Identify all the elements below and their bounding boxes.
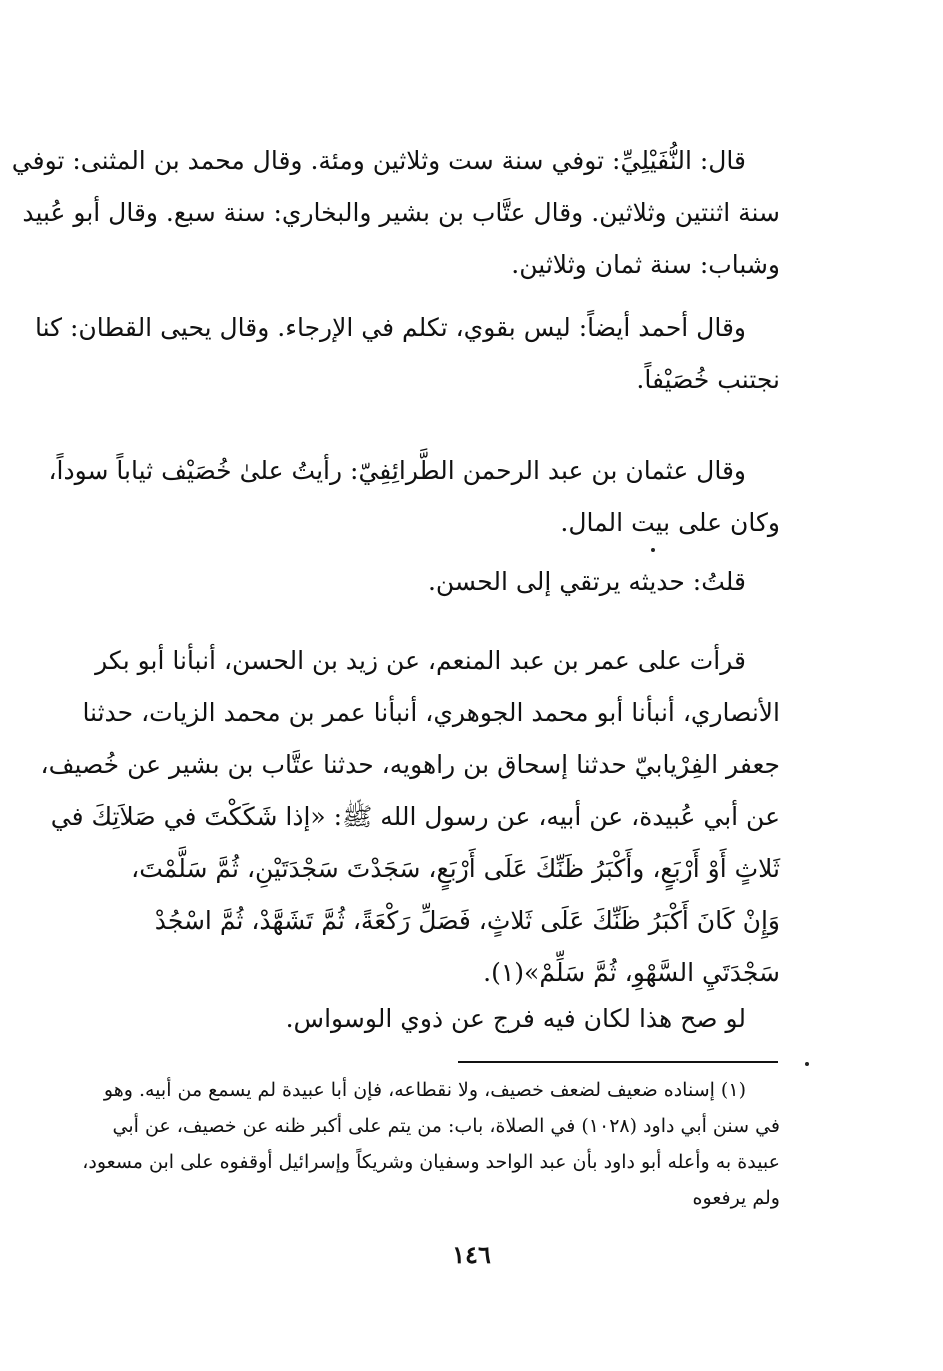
text-line: ثَلاثٍ أَوْ أَرْبَعٍ، وأَكْبَرُ ظَنِّكَ عَلَى أَرْبَعٍ، سَجَدْتَ سَجْدَتَيْنِ، ثُمَّ سَلَّمْتَ، [131,854,780,883]
text-line: الأنصاري، أنبأنا أبو محمد الجوهري، أنبأنا عمر بن محمد الزيات، حدثنا [82,698,780,727]
text-line: وقال أحمد أيضاً: ليس بقوي، تكلم في الإرجاء. وقال يحيى القطان: كنا [35,313,746,342]
footnote-line: ولم يرفعوه [692,1187,780,1209]
text-line: وكان على بيت المال. [560,508,780,537]
paragraph-death-dates [11,135,780,291]
text-line: قال: النُّفَيْلِيِّ: توفي سنة ست وثلاثين ومئة. وقال محمد بن المثنى: توفي [11,146,746,175]
text-line: قلتُ: حديثه يرتقي إلى الحسن. [427,567,746,596]
footnote-line: في سنن أبي داود (١٠٢٨) في الصلاة، باب: من يتم على أكبر ظنه عن خصيف، عن أبي [112,1115,780,1137]
scan-speck [805,1062,809,1066]
text-line: نجتنب خُصَيْفاً. [636,365,780,394]
paragraph-uthman-report [48,445,780,549]
text-line: وشباب: سنة ثمان وثلاثين. [511,250,780,279]
text-line: سَجْدَتَيِ السَّهْوِ، ثُمَّ سَلِّمْ»(١). [483,958,780,987]
text-line: جعفر الفِرْيابيّ حدثنا إسحاق بن راهويه، حدثنا عتَّاب بن بشير عن خُصيف، [40,750,780,779]
footnote-separator [458,1061,778,1063]
text-line: عن أبي عُبيدة، عن أبيه، عن رسول الله ﷺ: «إذا شَكَكْتَ في صَلاَتِكَ في [50,802,780,831]
page-number: ١٤٦ [452,1240,491,1269]
paragraph-ahmad-opinion [35,302,780,406]
text-line: قرأت على عمر بن عبد المنعم، عن زيد بن الحسن، أنبأنا أبو بكر [95,646,746,675]
text-line: لو صح هذا لكان فيه فرج عن ذوي الوسواس. [285,1004,746,1033]
paragraph-hadith [40,635,780,999]
footnote-line: (١) إسناده ضعيف لضعف خصيف، ولا نقطاعه، فإن أبا عبيدة لم يسمع من أبيه. وهو [103,1079,746,1101]
footnote-line: عبيدة به وأعله أبو داود بأن عبد الواحد وسفيان وشريكاً وإسرائيل أوقفوه على ابن مسعود، [82,1151,780,1173]
footnote [82,1072,780,1216]
paragraph-author-note [112,556,780,608]
scan-speck [651,548,655,552]
text-line: وَإِنْ كَانَ أَكْبَرُ ظَنِّكَ عَلَى ثَلاثٍ، فَصَلِّ رَكْعَةً، ثُمَّ تَشَهَّدْ، ثُمَّ اسْجُدْ [154,906,780,935]
text-line: وقال عثمان بن عبد الرحمن الطَّرائِفِيّ: رأيتُ علىٰ خُصَيْف ثياباً سوداً، [48,456,746,485]
paragraph-closing-remark [112,993,780,1045]
text-line: سنة اثنتين وثلاثين. وقال عتَّاب بن بشير والبخاري: سنة سبع. وقال أبو عُبيد [22,198,780,227]
